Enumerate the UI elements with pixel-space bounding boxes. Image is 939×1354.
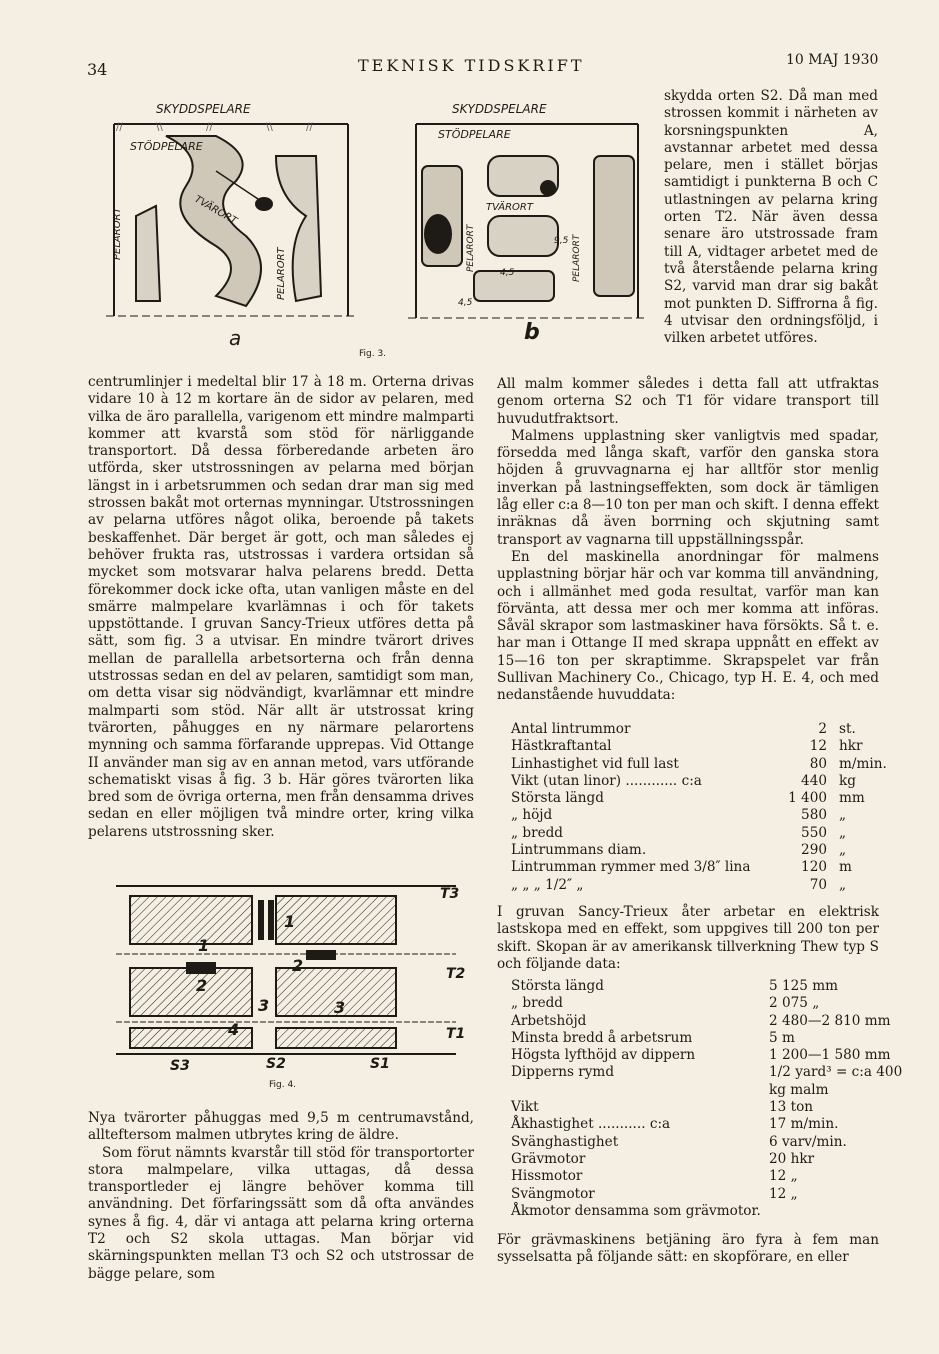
spec-value: 580 bbox=[801, 807, 827, 824]
spec-label: „ höjd bbox=[511, 807, 553, 824]
spec-value: 2 bbox=[818, 721, 827, 737]
fig4-caption: Fig. 4. bbox=[269, 1080, 297, 1090]
fig3b-skyddspelare: SKYDDSPELARE bbox=[452, 102, 547, 116]
spec-label: Antal lintrummor bbox=[511, 721, 631, 737]
spec-label: Svängmotor bbox=[511, 1185, 595, 1202]
spec-label: Grävmotor bbox=[511, 1150, 586, 1167]
svg-text:\\: \\ bbox=[266, 122, 273, 133]
spec-value: 17 m/min. bbox=[769, 1116, 839, 1133]
spec-label: Lintrumman rymmer med 3/8″ lina bbox=[511, 859, 751, 876]
right-paragraph-1: skydda orten S2. Då man med strossen kommit i närheten av korsningspunkten A, avstannar arbetet med dessa pelare, men i stället börjas samtidigt i punkterna B och C utlastningen av pelarna kring orten T2. När även dessa senare äro utstrossade fram till A, vidtager arbetet med de två återstående pelarna kring S2, varvid man drar sig bakåt mot punkten D. Siffrorna å fig. 4 utvisar den ordningsföljd, i vilken arbetet utföres. bbox=[664, 88, 878, 347]
spec-label: Vikt bbox=[511, 1099, 539, 1116]
spec-value bbox=[769, 1203, 902, 1220]
journal-title: TEKNISK TIDSKRIFT bbox=[358, 56, 585, 75]
spec-label: Minsta bredd å arbetsrum bbox=[511, 1029, 693, 1046]
fig4-label-t2: T2 bbox=[446, 966, 466, 982]
right-paragraph-6: För grävmaskinens betjäning äro fyra à fem man sysselsatta på följande sätt: en skopförare, en eller bbox=[497, 1232, 879, 1266]
spec-value: 5 125 mm bbox=[769, 978, 839, 994]
spec-row bbox=[511, 1064, 902, 1081]
fig4-label-s2: S2 bbox=[266, 1056, 286, 1072]
fig4-label-t3: T3 bbox=[440, 886, 460, 902]
spec-row bbox=[511, 1151, 902, 1168]
spec-value: 6 varv/min. bbox=[769, 1133, 847, 1150]
spec-label: Lintrummans diam. bbox=[511, 842, 647, 859]
spec-row bbox=[511, 738, 887, 755]
svg-text://: // bbox=[116, 122, 123, 133]
left-paragraph-3: Som förut nämnts kvarstår till stöd för transportorter stora malmpelare, vilka uttagas, då dessa transportleder ej längre behöver komma till användning. Det förfaringssätt som då ofta användes synes å fig. 4, där vi antaga att pelarna kring orterna T2 och S2 skola uttagas. Man börjar vid skärningspunkten mellan T3 och S2 och utstrossar de bägge pelare, som bbox=[88, 1144, 474, 1282]
fig3a-pelarort-right: PELARORT bbox=[276, 247, 287, 300]
spec-unit: „ bbox=[839, 876, 847, 893]
right-column-mid bbox=[497, 904, 879, 973]
spec-label: Svänghastighet bbox=[511, 1133, 619, 1150]
spec-unit: hkr bbox=[839, 738, 863, 755]
fig4-number: 2 bbox=[292, 956, 304, 975]
fig3b-label: b bbox=[524, 320, 540, 345]
spec-unit: st. bbox=[839, 721, 856, 737]
spec-label: Största längd bbox=[511, 790, 604, 807]
right-column-top bbox=[664, 88, 878, 347]
spec-value: 12 „ bbox=[769, 1168, 798, 1185]
spec-value: 5 m bbox=[769, 1029, 795, 1046]
svg-text:\\: \\ bbox=[156, 122, 163, 133]
spec-row bbox=[511, 773, 887, 790]
fig3b-dim-45a: 4,5 bbox=[500, 268, 515, 278]
spec-label: Hästkraftantal bbox=[511, 738, 612, 755]
spec-row bbox=[511, 825, 887, 842]
spec-unit: „ bbox=[839, 842, 847, 859]
fig4-label-t1: T1 bbox=[446, 1026, 466, 1042]
spec-row bbox=[511, 1168, 902, 1185]
spec-row bbox=[511, 756, 887, 773]
spec-value: 1 200—1 580 mm bbox=[769, 1047, 891, 1064]
spec-row bbox=[511, 807, 887, 824]
right-column-bottom bbox=[497, 1232, 879, 1267]
spec-value: 12 „ bbox=[769, 1185, 798, 1202]
scraper-spec-table bbox=[511, 721, 887, 894]
spec-unit: „ bbox=[839, 824, 847, 841]
spec-row bbox=[511, 1203, 902, 1220]
spec-row bbox=[511, 790, 887, 807]
spec-row bbox=[511, 1030, 902, 1047]
spec-value: 120 bbox=[801, 859, 827, 876]
fig3a-stodpelare: STÖDPELARE bbox=[130, 140, 203, 153]
spec-label: „ bredd bbox=[511, 995, 564, 1012]
fig3a-skyddspelare: SKYDDSPELARE bbox=[156, 102, 251, 116]
spec-label bbox=[511, 1082, 769, 1099]
left-paragraph-2: Nya tvärorter påhuggas med 9,5 m centrumavstånd, allteftersom malmen utbrytes kring de äldre. bbox=[88, 1110, 474, 1144]
fig3-caption: Fig. 3. bbox=[359, 349, 387, 359]
fig3b-stodpelare: STÖDPELARE bbox=[438, 128, 511, 141]
left-paragraph-1: centrumlinjer i medeltal blir 17 à 18 m. Orterna drivas vidare 10 à 12 m kortare än de sidor av pelaren, med vilka de äro parallella, varigenom ett mindre malmparti kommer att kvarstå som stöd för närliggande transportort. Då dessa förberedande arbeten äro utförda, sker utstrossningen av pelarna med början längst in i arbetsrummen och sedan drar man sig med strossen bakåt mot orternas mynningar. Utstrossningen av pelarna utföres något olika, beroende på takets beskaffenhet. Där berget är gott, och man således ej behöver frukta ras, utstrossas i vardera ortsidan så mycket som motsvarar halva pelarens bredd. Detta förekommer dock icke ofta, utan vanligen måste en del smärre malmpelare kvarlämnas i och för takets uppstöttande. I gruvan Sancy-Trieux utföres detta på sätt, som fig. 3 a utvisar. En mindre tvärort drives mellan de parallella arbetsorterna och från denna utstrossas sedan en del av pelaren, samtidigt som man, om detta visar sig nödvändigt, kvarlämnar ett mindre malmparti som stöd. När allt är utstrossat kring tvärorten, påhugges en ny närmare pelarortens mynning och samma förfarande upprepas. Vid Ottange II använder man sig av en annan metod, vars utförande schematiskt visas å fig. 3 b. Här göres tvärorten lika bred som de övriga orterna, men från densamma drives sedan en eller möjligen två mindre orter, kring vilka pelarens utstrossning sker. bbox=[88, 374, 474, 840]
spec-label: Hissmotor bbox=[511, 1168, 583, 1185]
fig3a-label: a bbox=[229, 326, 242, 350]
right-paragraph-4: En del maskinella anordningar för malmens upplastning börjar här och var komma till användning, och i allmänhet med goda resultat, varför man kan förvänta, att dessa mer och mer komma att införas. Såväl skrapor som lastmaskiner hava försökts. Så t. e. har man i Ottange II med skrapa uppnått en effekt av 15—16 ton per skraptimme. Skrapspelet var från Sullivan Machinery Co., Chicago, typ H. E. 4, och med nedanstående huvuddata: bbox=[497, 548, 879, 704]
spec-row bbox=[511, 721, 887, 738]
fig3b-pelarort-right: PELARORT bbox=[572, 234, 582, 282]
spec-label: Högsta lyfthöjd av dippern bbox=[511, 1047, 696, 1064]
spec-label: Vikt (utan linor) ............ c:a bbox=[511, 772, 702, 789]
spec-unit: m/min. bbox=[839, 755, 887, 772]
fig3b-pelarort-left: PELARORT bbox=[466, 224, 476, 272]
spec-value: kg malm bbox=[769, 1081, 829, 1098]
spec-value: 2 075 „ bbox=[769, 995, 820, 1012]
spec-row bbox=[511, 1082, 902, 1099]
svg-text://: // bbox=[306, 122, 313, 133]
spec-value: 550 bbox=[801, 824, 827, 841]
spec-label: Åkhastighet ........... c:a bbox=[511, 1116, 671, 1133]
spec-row bbox=[511, 877, 887, 894]
fig3b-tvarort: TVÄRORT bbox=[486, 202, 533, 213]
right-paragraph-5: I gruvan Sancy-Trieux åter arbetar en elektrisk lastskopa med en effekt, som uppgives till 200 ton per skift. Skopan är av amerikansk tillverkning Thew typ S och följande data: bbox=[497, 904, 879, 972]
spec-unit: „ bbox=[839, 807, 847, 824]
spec-unit: m bbox=[839, 859, 852, 876]
spec-label: „ „ „ 1/2″ „ bbox=[511, 876, 584, 893]
spec-row bbox=[511, 978, 902, 995]
spec-value: 20 hkr bbox=[769, 1150, 815, 1167]
left-column-top bbox=[88, 374, 474, 841]
spec-value: 440 bbox=[801, 772, 827, 789]
fig3a-pelarort-left: PELARORT bbox=[112, 207, 123, 260]
fig3b-diagram bbox=[398, 96, 646, 348]
svg-text://: // bbox=[206, 122, 213, 133]
fig4-number: 1 bbox=[284, 912, 296, 931]
spec-row bbox=[511, 842, 887, 859]
spec-value: 2 480—2 810 mm bbox=[769, 1012, 891, 1029]
spec-row bbox=[511, 1134, 902, 1151]
right-paragraph-2: All malm kommer således i detta fall att utfraktas genom orterna S2 och T1 för vidare transport till huvudutfraktsort. bbox=[497, 376, 879, 427]
spec-unit: kg bbox=[839, 772, 856, 789]
spec-row bbox=[511, 1116, 902, 1133]
spec-value: 290 bbox=[801, 842, 827, 859]
fig4-number: 1 bbox=[198, 936, 210, 955]
fig4-label-s1: S1 bbox=[370, 1056, 390, 1072]
spec-value: 70 bbox=[809, 876, 827, 893]
spec-row bbox=[511, 995, 902, 1012]
fig3b-dim-45b: 4,5 bbox=[458, 298, 473, 308]
shovel-spec-table bbox=[511, 978, 902, 1220]
fig4-number: 4 bbox=[228, 1020, 240, 1039]
spec-label: Största längd bbox=[511, 978, 604, 994]
spec-row bbox=[511, 1099, 902, 1116]
spec-value: 13 ton bbox=[769, 1099, 814, 1116]
spec-value: 1/2 yard³ = c:a 400 bbox=[769, 1064, 903, 1081]
spec-label: Arbetshöjd bbox=[511, 1012, 587, 1029]
spec-row bbox=[511, 1013, 902, 1030]
fig4-label-s3: S3 bbox=[170, 1058, 190, 1074]
spec-label: „ bredd bbox=[511, 824, 564, 841]
left-column-bottom bbox=[88, 1110, 474, 1283]
spec-row bbox=[511, 1186, 902, 1203]
spec-value: 12 bbox=[809, 738, 827, 755]
page-number: 34 bbox=[87, 60, 108, 79]
spec-unit: mm bbox=[839, 790, 865, 807]
spec-row bbox=[511, 1047, 902, 1064]
spec-value: 1 400 bbox=[788, 790, 827, 807]
fig3b-dim-95: 9,5 bbox=[554, 236, 569, 246]
spec-label: Åkmotor densamma som grävmotor. bbox=[511, 1202, 761, 1219]
fig4-number: 3 bbox=[334, 998, 346, 1017]
right-paragraph-3: Malmens upplastning sker vanligtvis med spadar, försedda med långa skaft, varför den ganska stora höjden å gruvvagnarna ej har alltför stor menlig inverkan på lastningseffekten, som dock är tämligen låg eller c:a 8—10 ton per man och skift. I denna effekt inräknas då även borrning och skjutning samt transport av vagnarna till uppställningsspår. bbox=[497, 427, 879, 548]
spec-row bbox=[511, 859, 887, 876]
right-column-main bbox=[497, 376, 879, 705]
fig4-number: 3 bbox=[258, 996, 270, 1015]
spec-label: Linhastighet vid full last bbox=[511, 755, 679, 772]
issue-date: 10 MAJ 1930 bbox=[786, 52, 879, 68]
fig3a-tvarort: TVÄRORT bbox=[192, 193, 239, 228]
spec-label: Dipperns rymd bbox=[511, 1064, 615, 1081]
fig4-diagram bbox=[116, 870, 466, 1082]
spec-value: 80 bbox=[809, 755, 827, 772]
fig4-number: 2 bbox=[196, 976, 208, 995]
